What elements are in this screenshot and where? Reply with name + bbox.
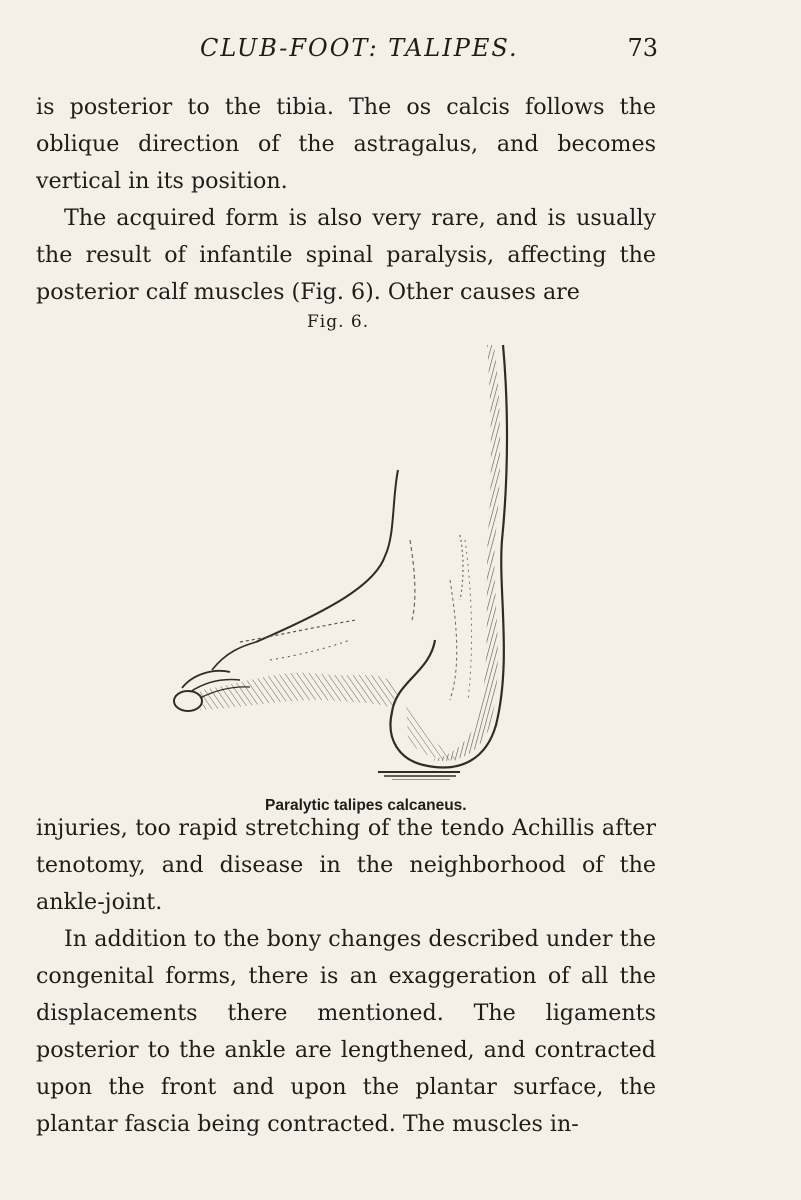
paragraph-3-text: In addition to the bony changes described under the congenital forms, there is an exaggeration of all the displacements there mentioned. The ligaments posterior to the ankle are lengthened, and contracted upon the front and upon the plantar surface, the plantar fascia being contracted. The muscles in- [36,926,656,1137]
figure-caption: Paralytic talipes calcaneus. [265,797,467,814]
running-head: CLUB-FOOT: TALIPES. [200,34,519,62]
paragraph-1b-text: The acquired form is also very rare, and is usually the result of infantile spinal paralysis, affecting the posterior calf muscles (Fig. 6). Other causes are [36,205,656,305]
page-number: 73 [627,34,658,62]
paragraph-2-text: injuries, too rapid stretching of the tendo Achillis after tenotomy, and disease in the neighborhood of the ankle-joint. [36,815,656,915]
foot-illustration [160,330,530,780]
continuation-paragraph [36,810,656,1143]
opening-paragraph [36,89,656,311]
calf-shading [406,345,500,761]
ground-shadow [378,772,460,780]
figure-label: Fig. 6. [307,312,370,332]
foot-sole-shading [200,620,398,710]
paragraph-1-text: is posterior to the tibia. The os calcis follows the oblique direction of the astragalus, and becomes vertical in its position. [36,94,656,194]
